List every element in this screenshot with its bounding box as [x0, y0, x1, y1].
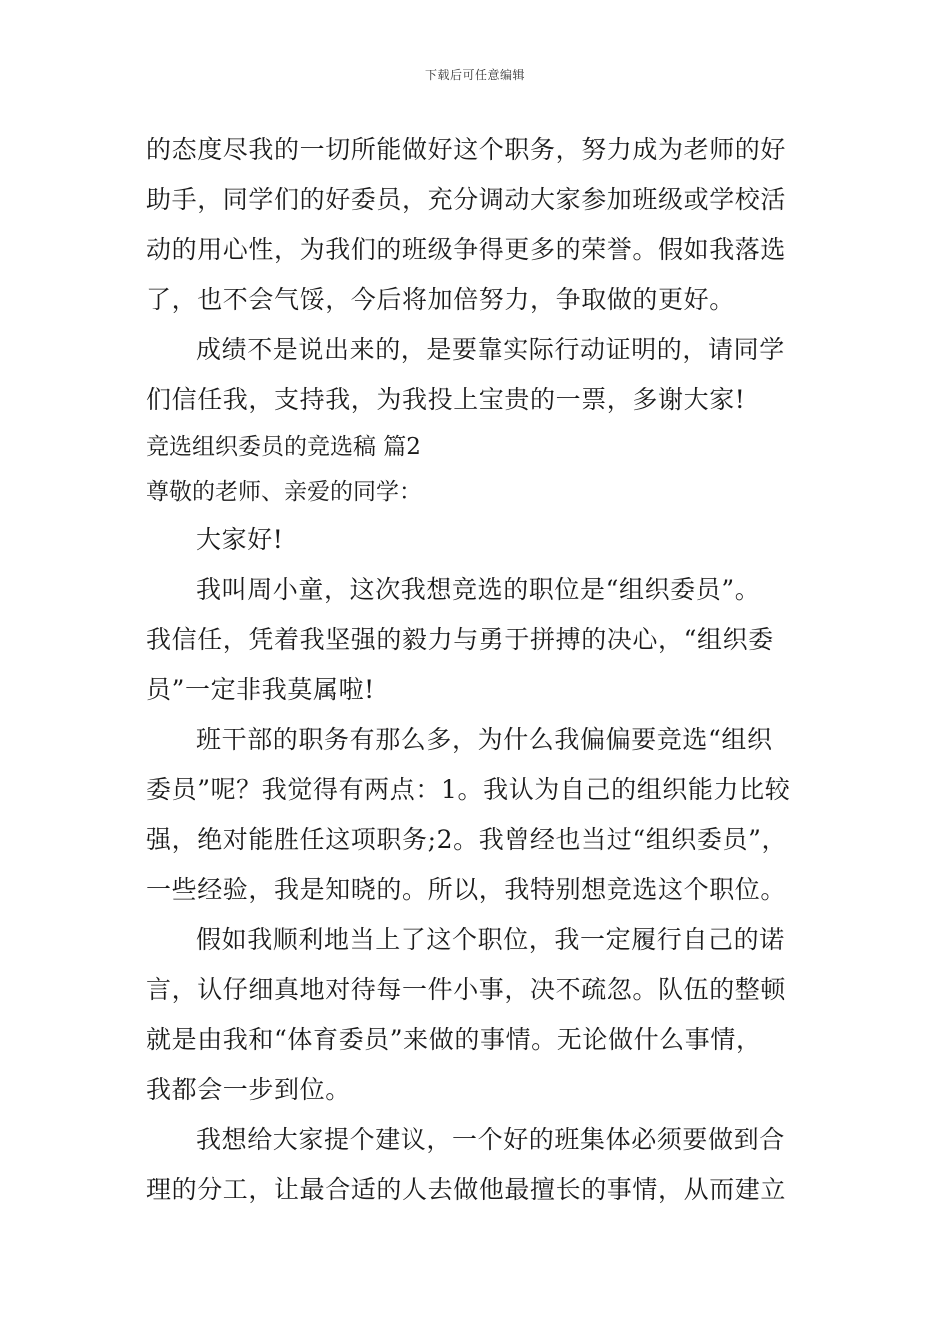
para6-line-2: 理的分工，让最合适的人去做他最擅长的事情，从而建立 [146, 1175, 787, 1204]
para6-line-1: 我想给大家提个建议，一个好的班集体必须要做到合 [196, 1125, 785, 1154]
para2-line-1: 成绩不是说出来的，是要靠实际行动证明的，请同学 [196, 335, 785, 364]
salutation: 尊敬的老师、亲爱的同学： [146, 479, 422, 505]
para4-line-3: 强，绝对能胜任这项职务;2。我曾经也当过“组织委员”， [146, 825, 788, 854]
para4-line-1: 班干部的职务有那么多，为什么我偏偏要竞选“组织 [196, 725, 773, 754]
para1-line-4: 了，也不会气馁，今后将加倍努力，争取做的更好。 [146, 285, 735, 314]
document-body [146, 125, 818, 1215]
para1-line-1: 的态度尽我的一切所能做好这个职务，努力成为老师的好 [146, 135, 787, 164]
para5-line-4: 我都会一步到位。 [146, 1075, 351, 1104]
page-header: 下载后可任意编辑 [424, 68, 525, 82]
para3-line-1: 我叫周小童，这次我想竞选的职位是“组织委员”。 [196, 575, 761, 604]
greeting: 大家好! [196, 525, 284, 554]
para2-line-2: 们信任我，支持我，为我投上宝贵的一票，多谢大家! [146, 385, 746, 414]
section-title: 竞选组织委员的竞选稿 篇2 [146, 434, 421, 460]
para1-line-2: 助手，同学们的好委员，充分调动大家参加班级或学校活 [146, 185, 787, 214]
para4-line-4: 一些经验，我是知晓的。所以，我特别想竞选这个职位。 [146, 875, 787, 904]
para5-line-2: 言，认仔细真地对待每一件小事，决不疏忽。队伍的整顿 [146, 975, 787, 1004]
para3-line-3: 员”一定非我莫属啦! [146, 675, 375, 704]
para5-line-1: 假如我顺利地当上了这个职位，我一定履行自己的诺 [196, 925, 785, 954]
para5-line-3: 就是由我和“体育委员”来做的事情。无论做什么事情， [146, 1025, 762, 1054]
para3-line-2: 我信任，凭着我坚强的毅力与勇于拼搏的决心，“组织委 [146, 625, 774, 654]
para4-line-2: 委员”呢？我觉得有两点：1。我认为自己的组织能力比较 [146, 775, 791, 804]
para1-line-3: 动的用心性，为我们的班级争得更多的荣誉。假如我落选 [146, 235, 787, 264]
